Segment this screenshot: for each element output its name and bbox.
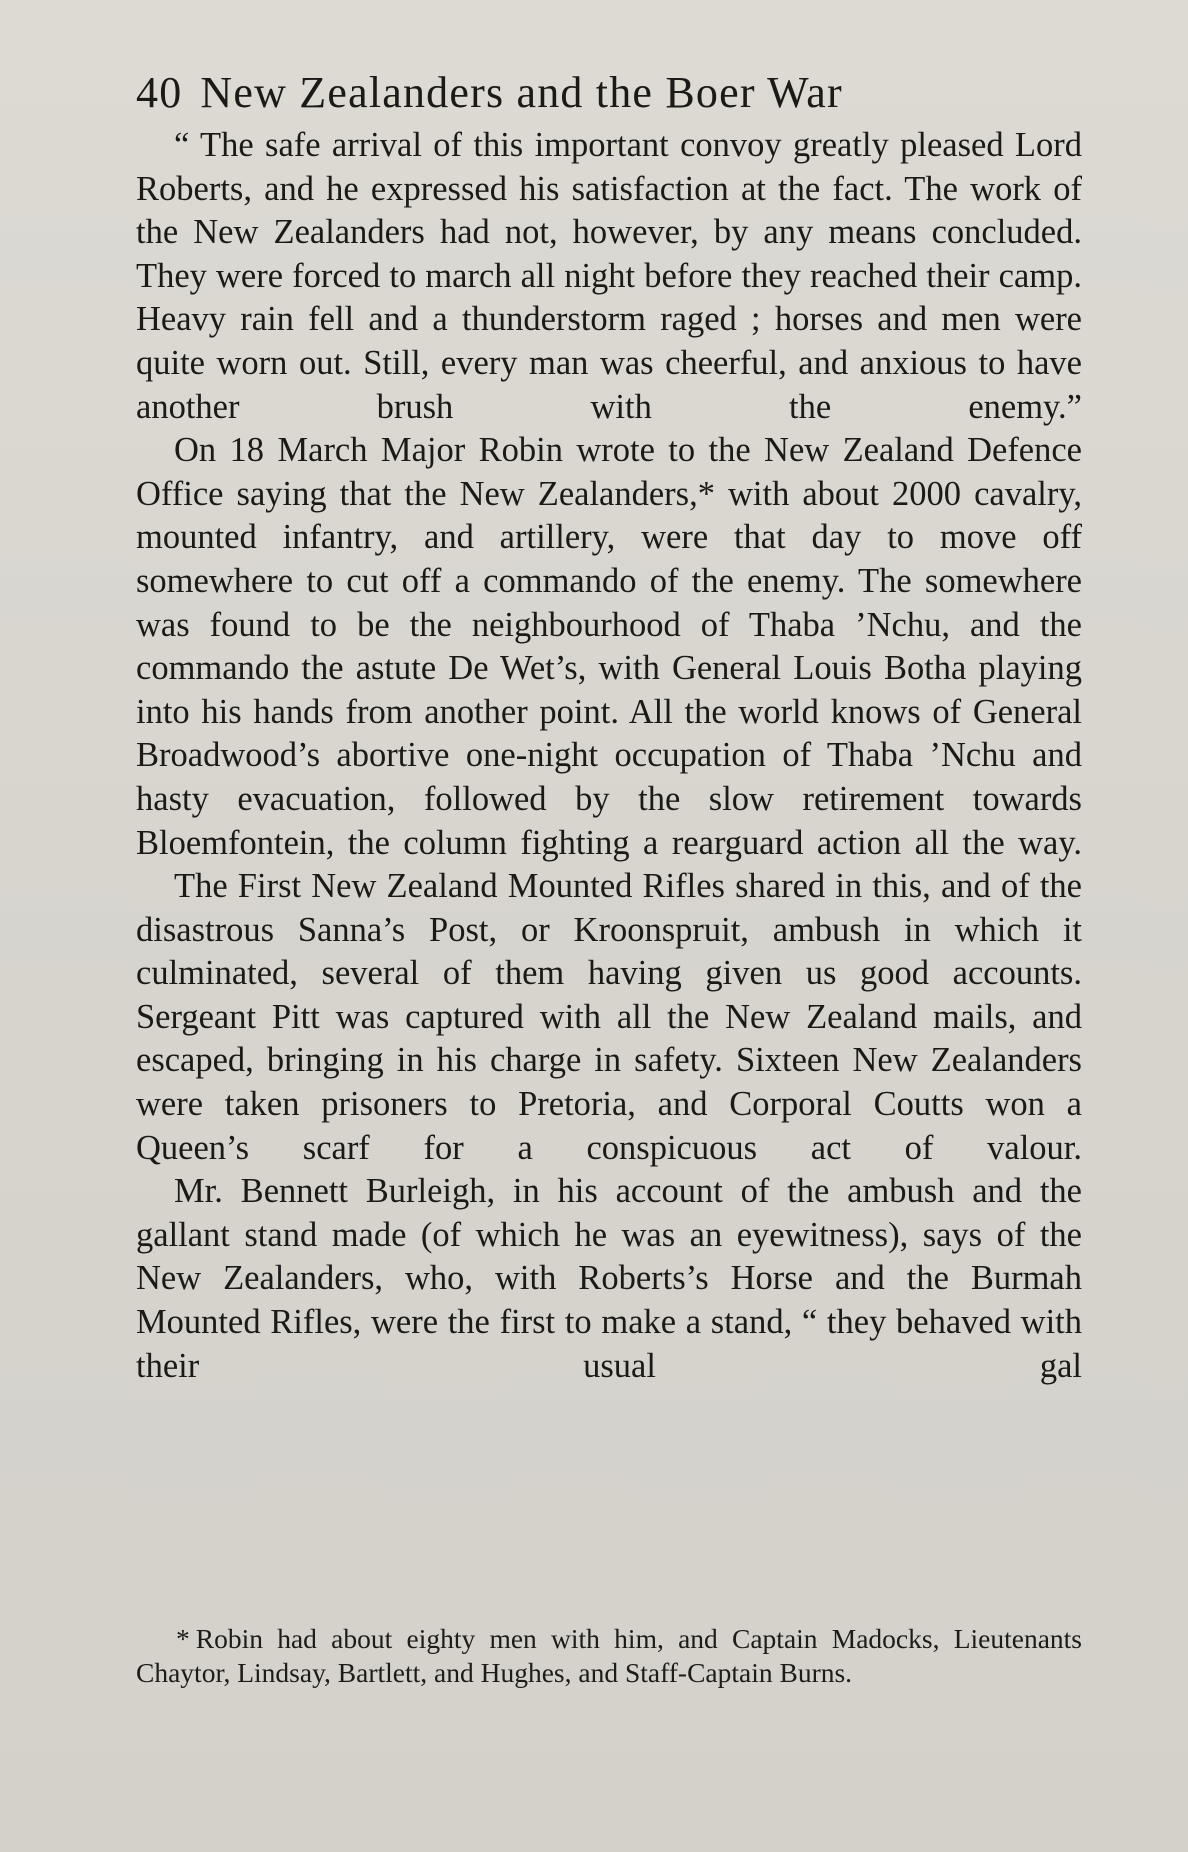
footnote-marker: *: [176, 1623, 190, 1654]
paragraph-major-robin: On 18 March Major Robin wrote to the New Zealand Defence Office saying that the New Zealanders,* with about 2000 cavalry, mounted infantry, and artillery, were that day to move off somewhere to cut off a commando of the enemy. The somewhere was found to be the neighbourhood of Thaba ’Nchu, and the commando the astute De Wet’s, with General Louis Botha playing into his hands from another point. All the world knows of General Broadwood’s abortive one-night occupation of Thaba ’Nchu and hasty evacuation, followed by the slow retirement towards Bloemfontein, the column fighting a rearguard action all the way.: [136, 431, 1082, 862]
book-page: [136, 60, 1082, 1688]
running-header: [136, 60, 1082, 126]
footnote-text: Robin had about eighty men with him, and Captain Madocks, Lieutenants Chaytor, Lindsay, Bartlett, and Hughes, and Staff-Captain Burns.: [136, 1623, 1082, 1688]
running-title: New Zealanders and the Boer War: [200, 68, 843, 117]
page-number: 40: [136, 68, 183, 117]
paragraph-mounted-rifles: The First New Zealand Mounted Rifles shared in this, and of the disastrous Sanna’s Post, or Kroonspruit, ambush in which it culminated, several of them having given us good accounts. Sergeant Pitt was captured with all the New Zealand mails, and escaped, bringing in his charge in safety. Sixteen New Zealanders were taken prisoners to Pretoria, and Corporal Coutts won a Queen’s scarf for a conspicuous act of valour.: [136, 867, 1082, 1167]
paragraph-burleigh: Mr. Bennett Burleigh, in his account of the ambush and the gallant stand made (of which he was an eyewitness), says of the New Zealanders, who, with Roberts’s Horse and the Burmah Mounted Rifles, were the first to make a stand, “ they behaved with their usual gal: [136, 1172, 1082, 1385]
paragraph-quote-convoy: “ The safe arrival of this important convoy greatly pleased Lord Roberts, and he expressed his satisfaction at the fact. The work of the New Zealanders had not, however, by any means concluded. They were forced to march all night before they reached their camp. Heavy rain fell and a thunderstorm raged ; horses and men were quite worn out. Still, every man was cheerful, and anxious to have another brush with the enemy.”: [136, 126, 1082, 426]
main-text: [136, 124, 1082, 1388]
footnote: [136, 1622, 1082, 1689]
